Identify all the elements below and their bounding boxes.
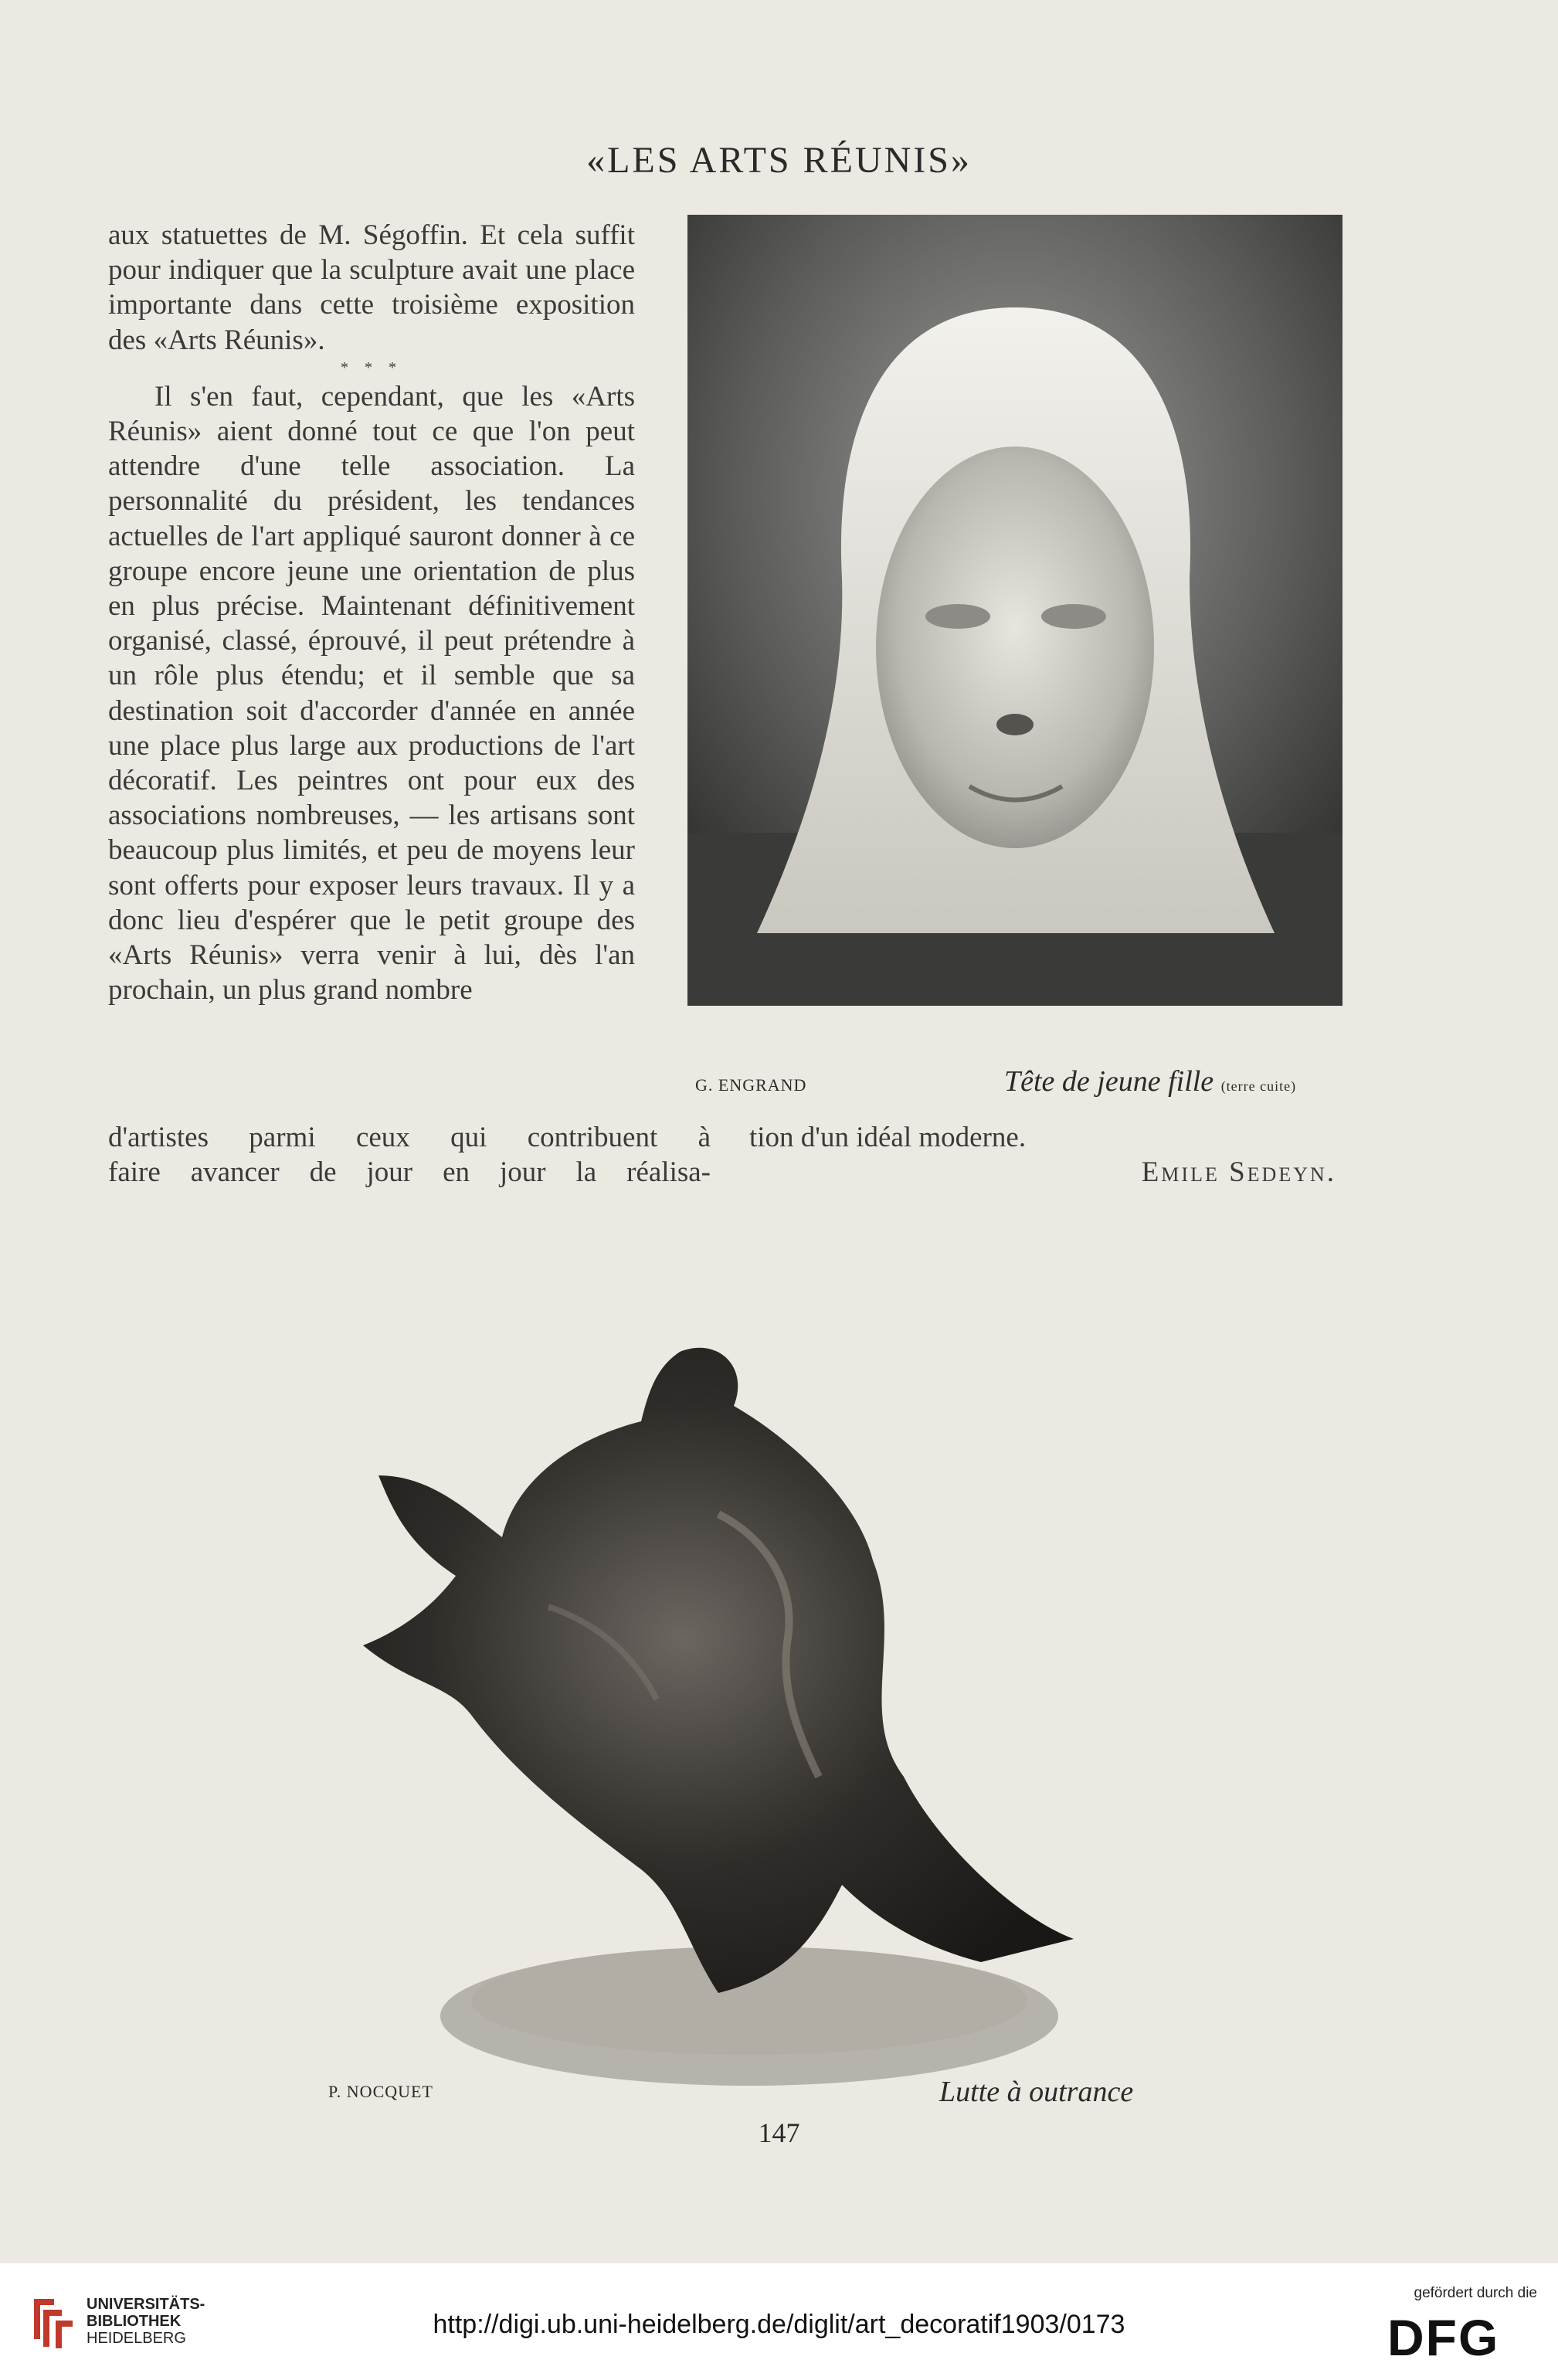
paragraph-1: aux statuettes de M. Ségoffin. Et cela suffit pour indiquer que la sculpture avait une place importante dans cette troisième exposition des «Arts Réunis». xyxy=(108,219,635,356)
text-column xyxy=(108,218,635,1007)
bust-photograph xyxy=(687,215,1342,1006)
continuation-line-1 xyxy=(108,1120,1336,1155)
page-number: 147 xyxy=(758,2117,800,2148)
continuation-line-1-left: d'artistes parmi ceux qui contribuent à xyxy=(108,1122,711,1153)
funding-label: gefördert durch die xyxy=(1414,2285,1537,2301)
library-name-line-1: UNIVERSITÄTS- xyxy=(87,2296,205,2313)
caption-title-1 xyxy=(1004,1064,1296,1098)
continuation-line-2-left: faire avancer de jour en jour la réalisa- xyxy=(108,1156,711,1189)
caption-title-1-text: Tête de jeune fille xyxy=(1004,1065,1214,1098)
bust-image xyxy=(687,215,1342,1006)
continuation-line-2 xyxy=(108,1155,1336,1190)
sculpture-photograph xyxy=(317,1282,1166,2109)
paragraph-2: Il s'en faut, cependant, que les «Arts Réunis» aient donné tout ce que l'on peut attendre d'une telle association. La personnalité du président, les tendances actuelles de l'art appliqué sauront donner à ce groupe encore jeune une orientation de plus en plus précise. Maintenant définitivement organisé, classé, éprouvé, il peut prétendre à un rôle plus étendu; et il semble que sa destination soit d'accorder d'année en année une place plus large aux productions de l'art décoratif. Les peintres ont pour eux des associations nombreuses, — les artisans sont beaucoup plus limités, et peu de moyens leur sont offerts pour exposer leurs travaux. Il y a donc lieu d'espérer que le petit groupe des «Arts Réunis» verra venir à lui, dès l'an prochain, un plus grand nombre xyxy=(108,380,635,1007)
library-name-line-2: BIBLIOTHEK xyxy=(87,2313,182,2330)
author-signature: Emile Sedeyn. xyxy=(1141,1156,1336,1189)
source-url-link[interactable]: http://digi.ub.uni-heidelberg.de/diglit/art_decoratif1903/0173 xyxy=(433,2310,1125,2339)
caption-note-1: (terre cuite) xyxy=(1220,1078,1297,1094)
section-separator: * * * xyxy=(341,358,402,376)
continuation-text xyxy=(108,1120,1336,1190)
library-name-line-3: HEIDELBERG xyxy=(87,2330,186,2347)
caption-artist-1: G. ENGRAND xyxy=(695,1075,807,1095)
sculpture-image xyxy=(317,1282,1166,2109)
caption-artist-2: P. NOCQUET xyxy=(328,2082,433,2101)
continuation-line-1-right: tion d'un idéal moderne. xyxy=(749,1122,1027,1153)
footer-bar xyxy=(0,2263,1558,2380)
running-header: «LES ARTS RÉUNIS» xyxy=(586,140,972,181)
caption-title-2: Lutte à outrance xyxy=(939,2076,1134,2108)
dfg-logo: DFG xyxy=(1387,2309,1500,2366)
